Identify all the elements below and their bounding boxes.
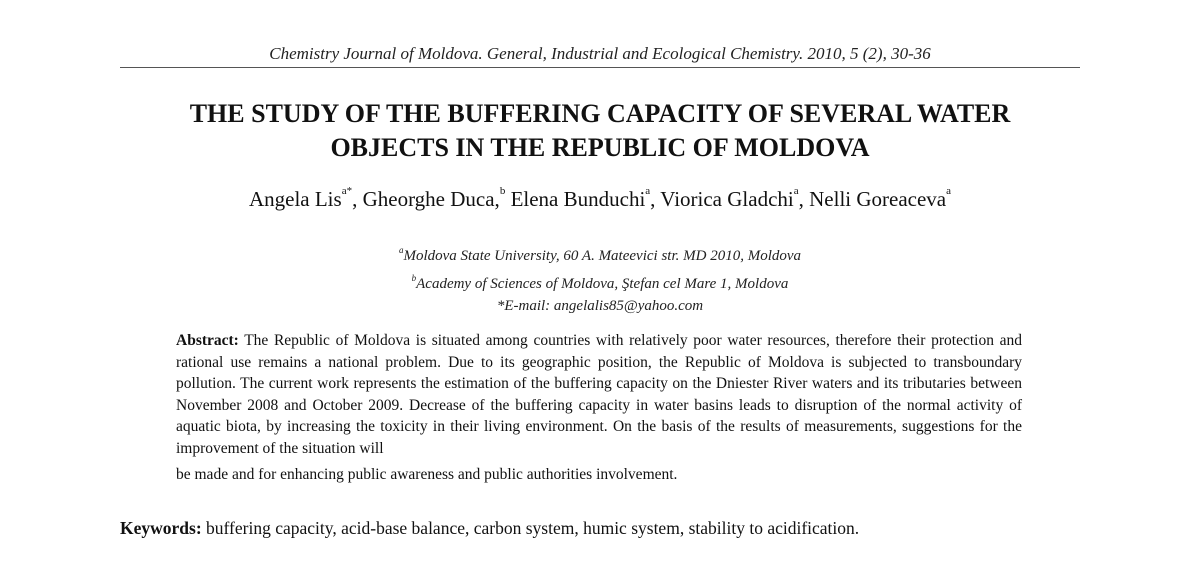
affiliation-text: Academy of Sciences of Moldova, Ştefan cel Mare 1, Moldova	[416, 276, 789, 292]
author-list	[0, 185, 1200, 212]
abstract-label: Abstract:	[176, 332, 239, 349]
author-affiliation-mark: b	[499, 185, 506, 197]
abstract-last-line: be made and for enhancing public awareness and public authorities involvement.	[176, 466, 678, 483]
author-name: Gheorghe Duca,	[362, 187, 500, 211]
keywords	[120, 518, 1080, 539]
author-separator: ,	[798, 187, 810, 211]
affiliation-text: Moldova State University, 60 A. Mateevici str. MD 2010, Moldova	[403, 248, 802, 264]
author-affiliation-mark: a	[793, 185, 799, 197]
author-name: Nelli Goreaceva	[809, 187, 947, 211]
affiliations	[0, 239, 1200, 317]
header-rule	[120, 67, 1080, 68]
affiliation-b	[0, 267, 1200, 295]
author-affiliation-mark: a	[946, 185, 952, 197]
abstract-text: The Republic of Moldova is situated among countries with relatively poor water resources, therefore their protection and rational use remains a national problem. Due to its geographic position, the Republic of Moldova is subjected to transboundary pollution. The current work represents the estimation of the buffering capacity on the Dniester River waters and its tributaries between November 2008 and October 2009. Decrease of the buffering capacity in water basins leads to disruption of the normal activity of aquatic biota, by increasing the toxicity in their living environment. On the basis of the results of measurements, suggestions for the improvement of the situation will	[176, 332, 1022, 457]
affiliation-mark: a	[398, 245, 404, 255]
journal-header: Chemistry Journal of Moldova. General, Industrial and Ecological Chemistry. 2010, 5 (2), 30-36	[269, 44, 931, 63]
author-affiliation-mark: a	[645, 185, 651, 197]
author-separator: ,	[650, 187, 661, 211]
title-line-1: THE STUDY OF THE BUFFERING CAPACITY OF SEVERAL WATER	[189, 99, 1011, 128]
abstract	[176, 330, 1022, 486]
affiliation-mark: b	[411, 273, 417, 283]
author-separator: ,	[352, 187, 363, 211]
affiliation-a	[0, 239, 1200, 267]
keywords-text: buffering capacity, acid-base balance, carbon system, humic system, stability to acidification.	[206, 518, 860, 538]
author-name: Angela Lis	[248, 187, 342, 211]
author-name: Viorica Gladchi	[660, 187, 794, 211]
contact-email[interactable]: *E-mail: angelalis85@yahoo.com	[496, 298, 704, 314]
paper-title	[0, 97, 1200, 165]
author-name: Elena Bunduchi	[510, 187, 646, 211]
keywords-label: Keywords:	[120, 518, 202, 538]
title-line-2: OBJECTS IN THE REPUBLIC OF MOLDOVA	[330, 133, 870, 162]
author-affiliation-mark: a*	[341, 185, 353, 197]
